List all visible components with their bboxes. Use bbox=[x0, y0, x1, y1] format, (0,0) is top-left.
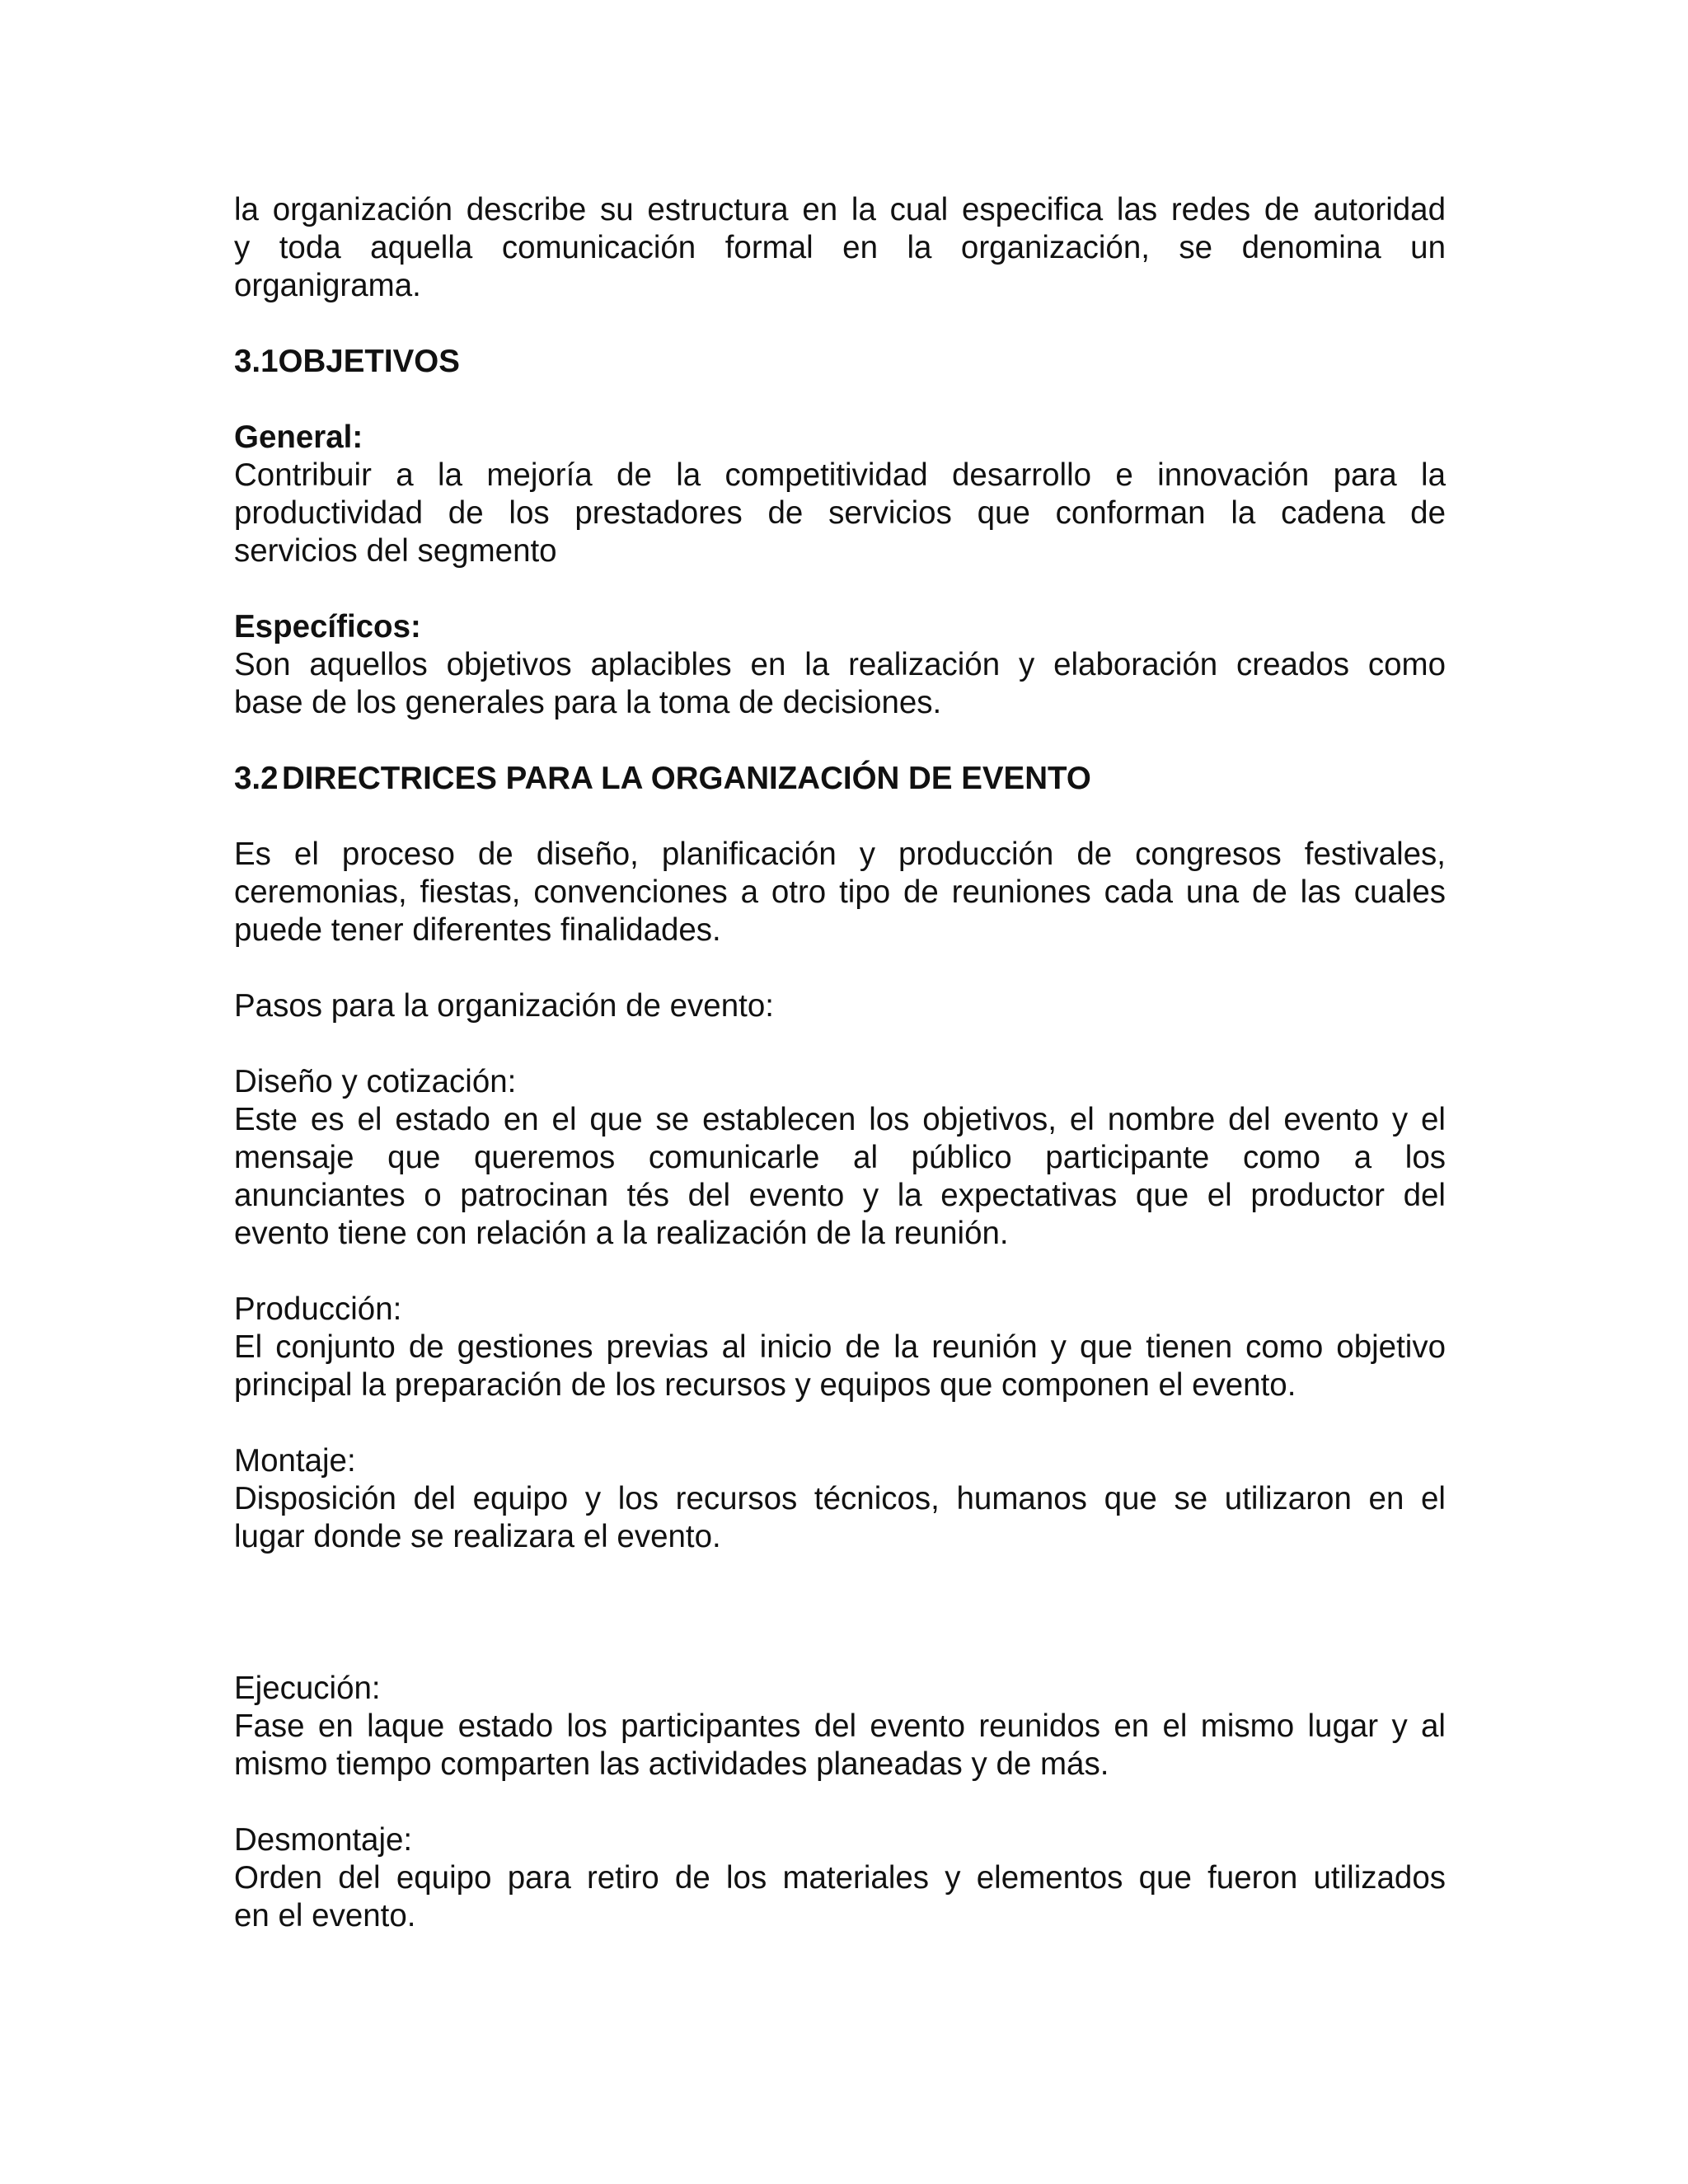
paragraph-line: servicios del segmento bbox=[234, 533, 557, 569]
paragraph-line: lugar donde se realizara el evento. bbox=[234, 1519, 721, 1554]
paragraph-line: principal la preparación de los recursos y equipos que componen el evento. bbox=[234, 1367, 1296, 1403]
intro-line: la organización describe su estructura en la cual especifica las redes de autoridad bbox=[234, 192, 1446, 227]
paragraph-line: base de los generales para la toma de decisiones. bbox=[234, 685, 942, 720]
paragraph-line: El conjunto de gestiones previas al inicio de la reunión y que tienen como objetivo bbox=[234, 1329, 1446, 1365]
paragraph-line: evento tiene con relación a la realización de la reunión. bbox=[234, 1216, 1009, 1251]
paragraph-line: Orden del equipo para retiro de los materiales y elementos que fueron utilizados bbox=[234, 1860, 1446, 1896]
paragraph-line: anunciantes o patrocinan tés del evento y la expectativas que el productor del bbox=[234, 1178, 1446, 1213]
step-label-ejecucion: Ejecución: bbox=[234, 1671, 381, 1706]
step-label-produccion: Producción: bbox=[234, 1291, 402, 1327]
paragraph-line: mismo tiempo comparten las actividades planeadas y de más. bbox=[234, 1746, 1109, 1782]
paragraph-line: Contribuir a la mejoría de la competitividad desarrollo e innovación para la bbox=[234, 457, 1446, 493]
paragraph-line: puede tener diferentes finalidades. bbox=[234, 912, 721, 948]
paragraph-line: Disposición del equipo y los recursos técnicos, humanos que se utilizaron en el bbox=[234, 1481, 1446, 1516]
pasos-intro: Pasos para la organización de evento: bbox=[234, 988, 774, 1024]
paragraph-line: ceremonias, fiestas, convenciones a otro tipo de reuniones cada una de las cuales bbox=[234, 874, 1446, 910]
step-label-desmontaje: Desmontaje: bbox=[234, 1822, 413, 1858]
paragraph-line: Fase en laque estado los participantes del evento reunidos en el mismo lugar y al bbox=[234, 1708, 1446, 1744]
paragraph-line: Es el proceso de diseño, planificación y producción de congresos festivales, bbox=[234, 837, 1446, 872]
paragraph-line: mensaje que queremos comunicarle al público participante como a los bbox=[234, 1140, 1446, 1175]
step-label-diseno: Diseño y cotización: bbox=[234, 1064, 517, 1099]
document-page bbox=[234, 191, 1446, 1935]
intro-line: y toda aquella comunicación formal en la organización, se denomina un bbox=[234, 230, 1446, 265]
paragraph-line: Este es el estado en el que se establecen los objetivos, el nombre del evento y el bbox=[234, 1102, 1446, 1137]
paragraph-line: en el evento. bbox=[234, 1898, 416, 1933]
section-number: 3.2 bbox=[234, 761, 279, 796]
subheading-general: General: bbox=[234, 419, 363, 455]
step-label-montaje: Montaje: bbox=[234, 1443, 356, 1479]
intro-line: organigrama. bbox=[234, 268, 421, 303]
section-heading-directrices bbox=[234, 760, 1446, 798]
section-title: OBJETIVOS bbox=[278, 344, 460, 379]
paragraph-line: productividad de los prestadores de servicios que conforman la cadena de bbox=[234, 495, 1446, 531]
section-heading-objetivos bbox=[234, 343, 1446, 381]
subheading-especificos: Específicos: bbox=[234, 609, 421, 644]
section-number: 3.1 bbox=[234, 344, 279, 379]
paragraph-line: Son aquellos objetivos aplacibles en la realización y elaboración creados como bbox=[234, 647, 1446, 682]
section-title: DIRECTRICES PARA LA ORGANIZACIÓN DE EVENTO bbox=[282, 761, 1091, 796]
